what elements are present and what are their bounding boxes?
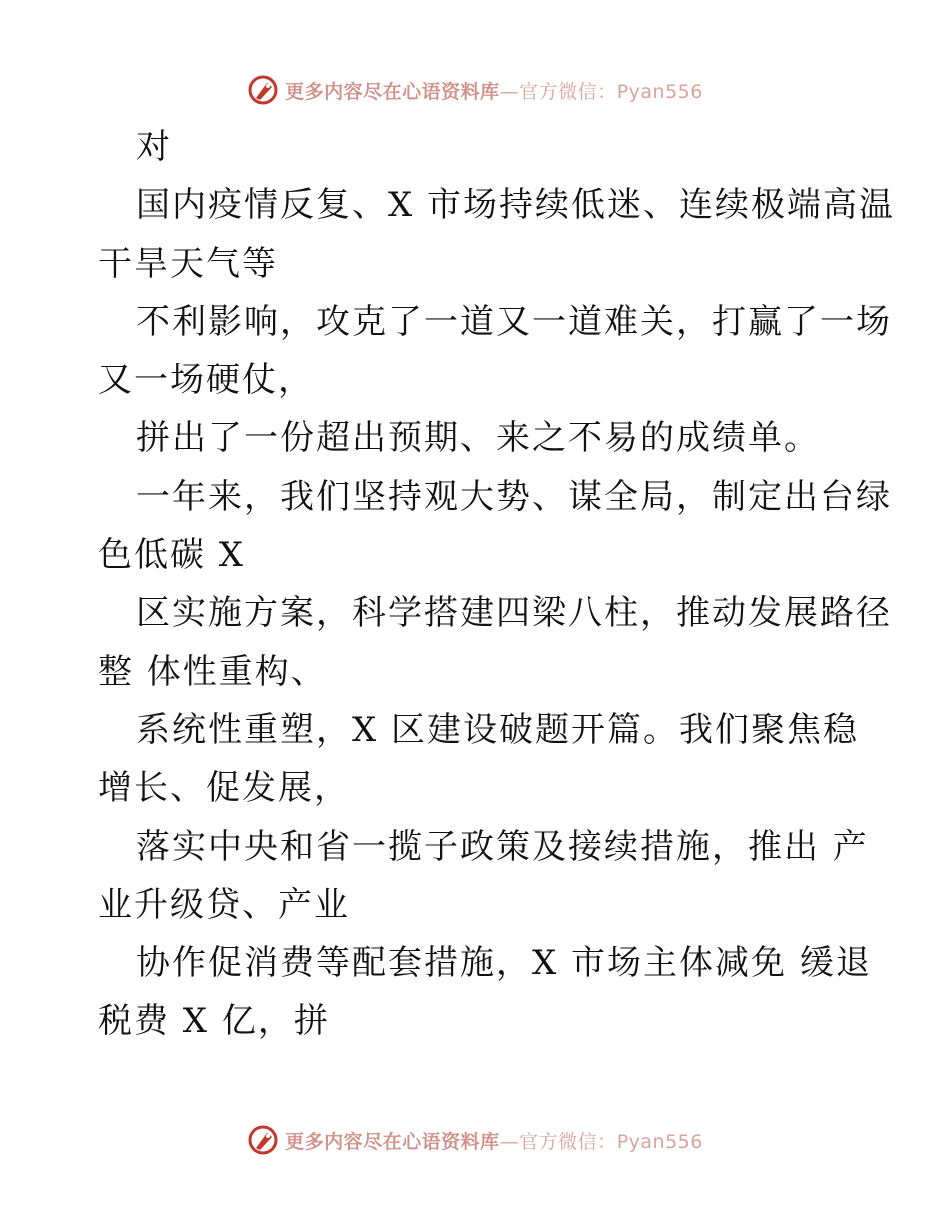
text-line: 又一场硬仗，: [98, 360, 314, 401]
header-banner: [0, 70, 950, 110]
text-line: 国内疫情反复、X 市场持续低迷、连续极端高温: [136, 185, 896, 226]
footer-banner-text: [285, 1127, 703, 1154]
wechat-id: Pyan556: [616, 1130, 703, 1153]
pen-nib-logo-icon: [247, 74, 279, 106]
header-banner-text: [285, 77, 703, 104]
text-line: 落实中央和省一揽子政策及接续措施，推出 产: [136, 826, 869, 867]
wechat-label: 官方微信：: [519, 80, 617, 103]
text-line: 干旱天气等: [98, 243, 278, 284]
text-line: 整 体性重构、: [98, 651, 327, 692]
text-line: 色低碳 X: [98, 535, 246, 576]
text-line: 业升级贷、产业: [98, 884, 350, 925]
text-line: 系统性重塑，X 区建设破题开篇。我们聚焦稳: [136, 709, 860, 750]
text-line: 不利影响，攻克了一道又一道难关，打赢了一场: [136, 301, 892, 342]
footer-banner: [0, 1120, 950, 1160]
text-line: 对: [136, 127, 172, 167]
site-name: 更多内容尽在心语资料库: [285, 1130, 500, 1153]
pen-nib-logo-icon: [247, 1124, 279, 1156]
wechat-id: Pyan556: [616, 80, 703, 103]
text-line: 区实施方案，科学搭建四梁八柱，推动发展路径: [136, 593, 892, 634]
wechat-label: 官方微信：: [519, 1130, 617, 1153]
document-body: [98, 118, 896, 1051]
text-line: 增长、促发展，: [98, 768, 350, 809]
text-line: 一年来，我们坚持观大势、谋全局，制定出台绿: [136, 476, 892, 517]
text-line: 拼出了一份超出预期、来之不易的成绩单。: [136, 418, 820, 459]
banner-dash: —: [499, 80, 520, 103]
text-line: 税费 X 亿，拼: [98, 1001, 330, 1042]
site-name: 更多内容尽在心语资料库: [285, 80, 500, 103]
banner-dash: —: [499, 1130, 520, 1153]
text-line: 协作促消费等配套措施，X 市场主体减免 缓退: [136, 943, 872, 984]
